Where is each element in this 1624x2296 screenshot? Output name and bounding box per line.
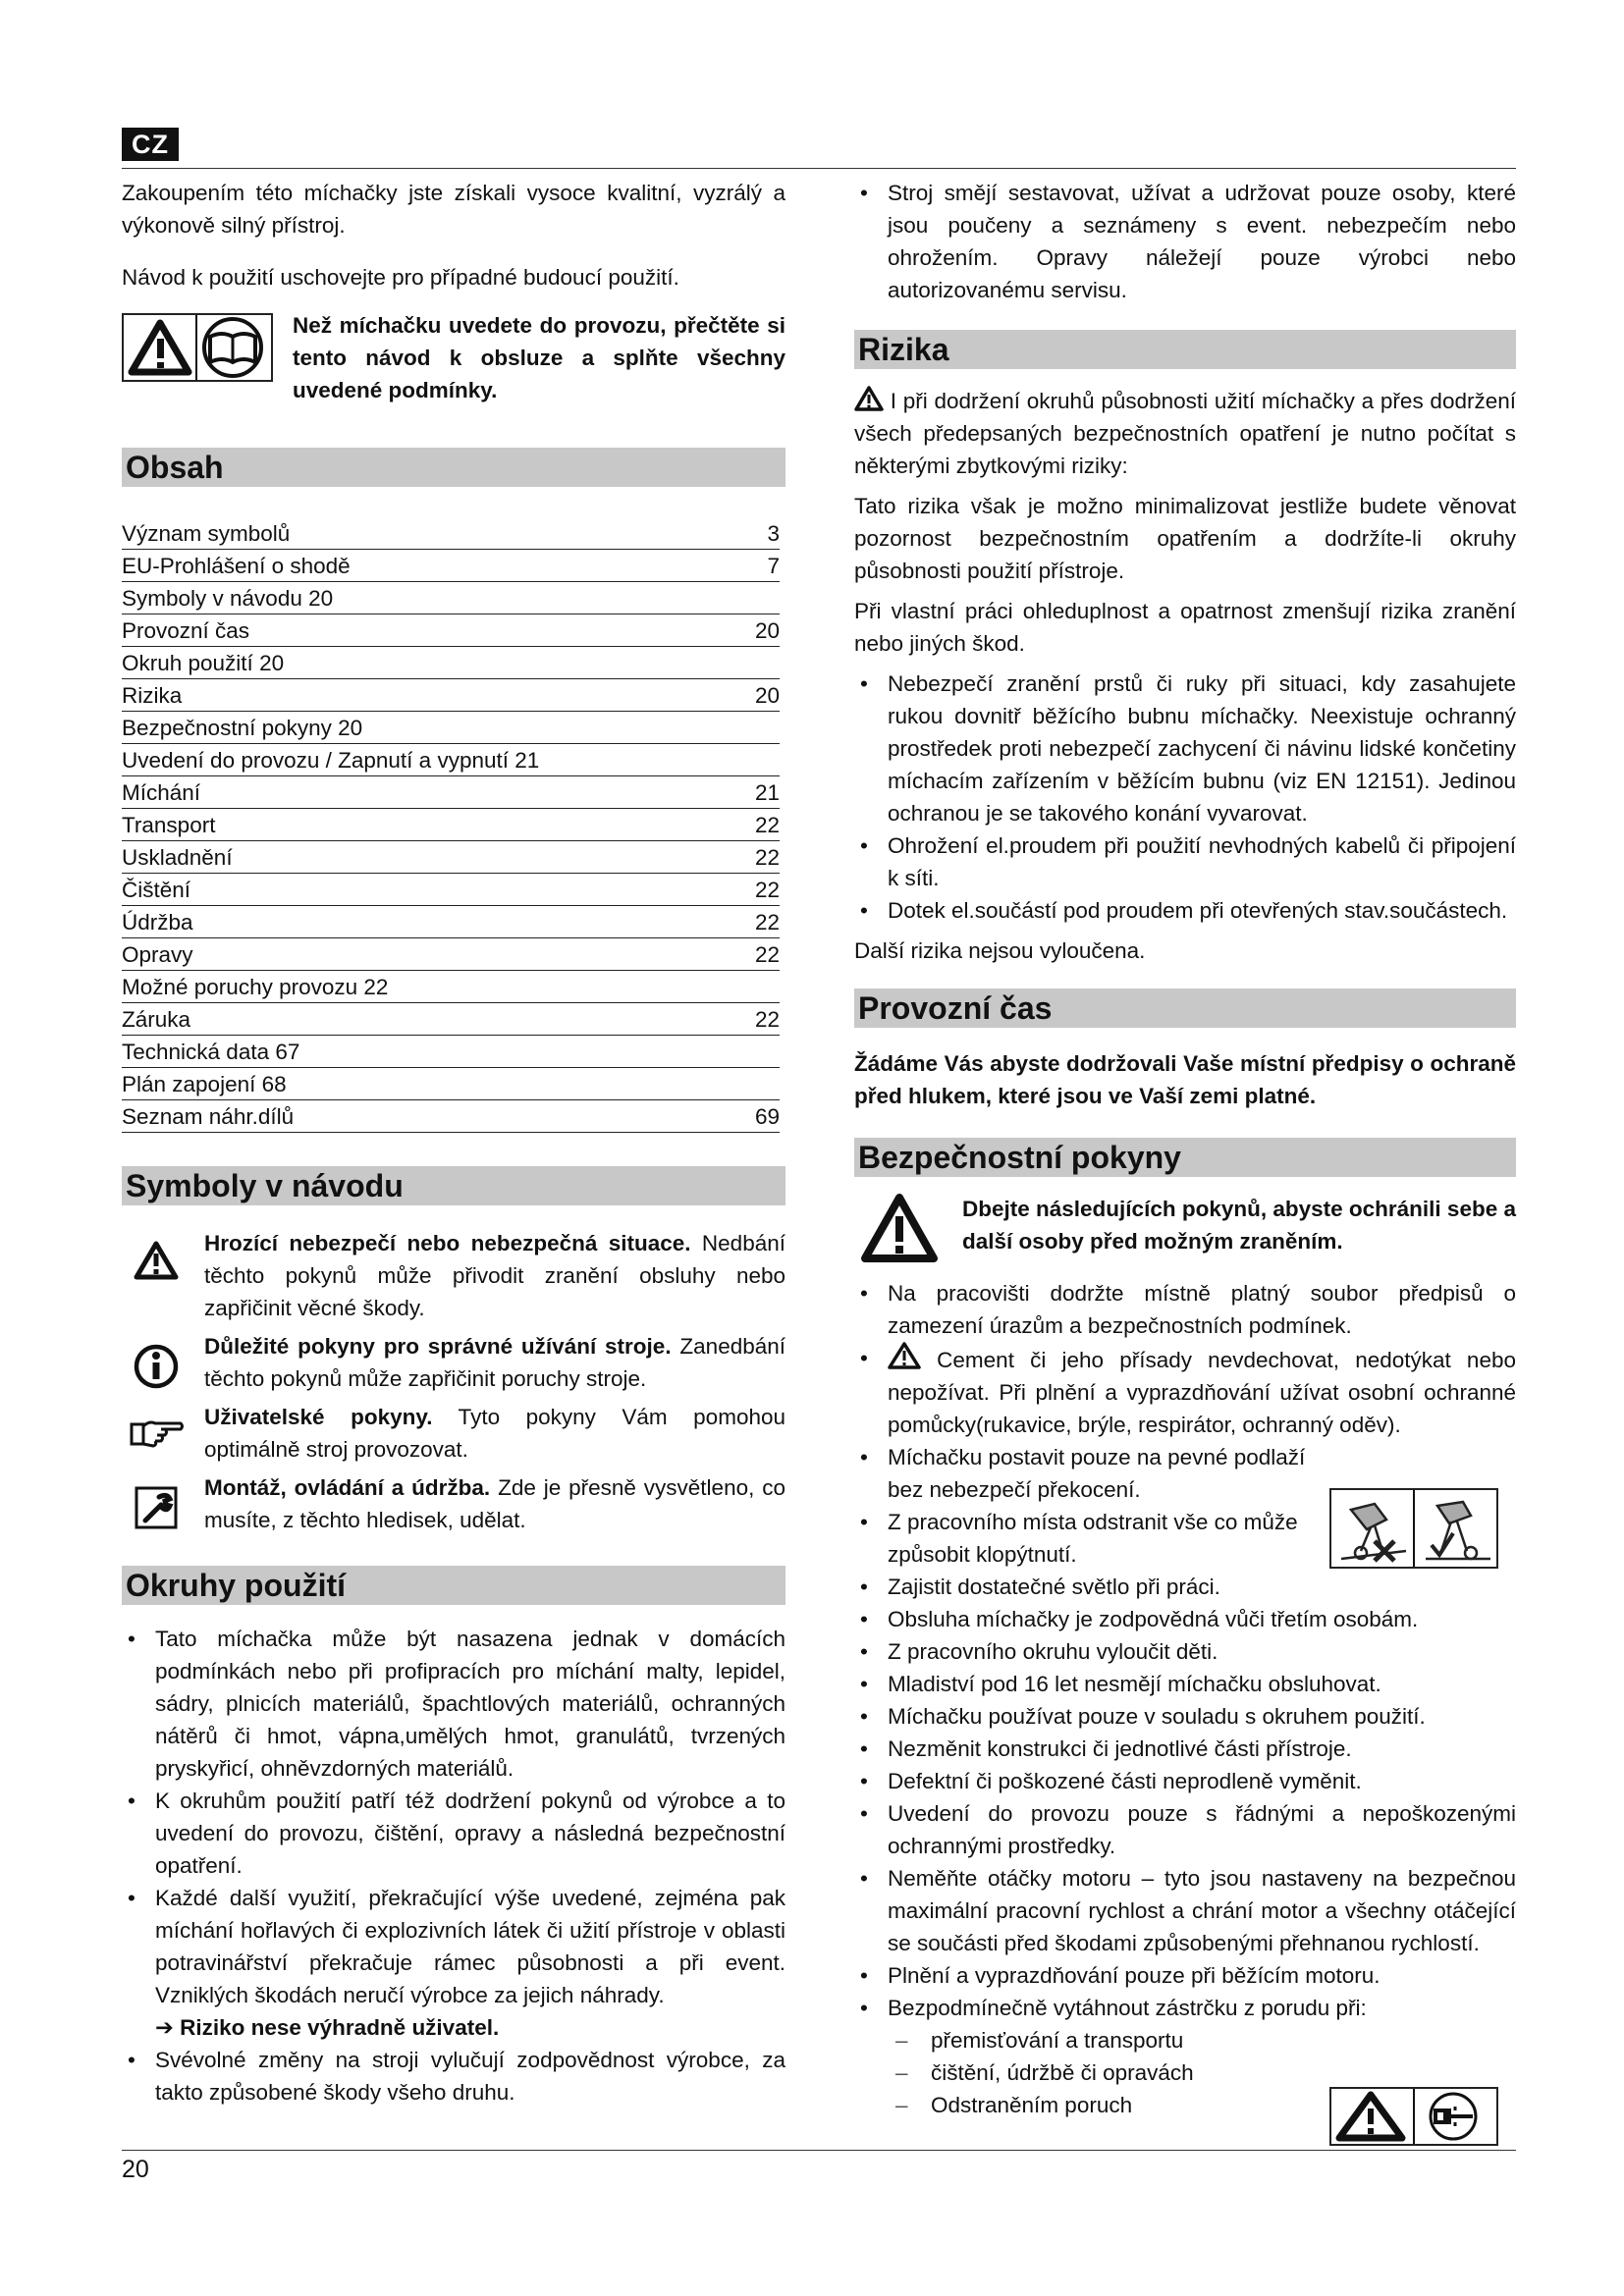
symbol-row — [122, 1471, 785, 1536]
wrench-icon — [122, 1471, 190, 1536]
table-of-contents — [122, 517, 780, 1133]
list-item: • Neměňte otáčky motoru – tyto jsou nastaveny na bezpečnou maximální pracovní rychlost a chrání motor a všechny otáčející se součásti před škodami způsobenými přehnanou rychlostí. — [854, 1862, 1516, 1959]
toc-label: Plán zapojení 68 — [122, 1072, 287, 1096]
safety-intro-block — [854, 1193, 1516, 1263]
safety-list — [854, 1277, 1516, 2024]
list-item: • Ohrožení el.proudem při použití nevhodných kabelů či připojení k síti. — [854, 829, 1516, 894]
toc-page: 3 — [767, 521, 780, 546]
section-title-safety: Bezpečnostní pokyny — [854, 1138, 1516, 1177]
toc-page: 22 — [754, 845, 780, 870]
toc-label: Transport — [122, 813, 216, 837]
symbol-description: Uživatelské pokyny. Tyto pokyny Vám pomohou optimálně stroj provozovat. — [204, 1405, 785, 1462]
toc-row — [122, 906, 780, 938]
toc-row — [122, 1036, 780, 1068]
toc-row — [122, 614, 780, 647]
list-item: • Mladiství pod 16 let nesmějí míchačku obsluhovat. — [854, 1668, 1516, 1700]
list-item: • Bezpodmínečně vytáhnout zástrčku z porudu při: — [854, 1992, 1516, 2024]
list-item: • Uvedení do provozu pouze s řádnými a nepoškozenými ochrannými prostředky. — [854, 1797, 1516, 1862]
info-icon — [122, 1330, 190, 1395]
risks-caution: Při vlastní práci ohleduplnost a opatrnost zmenšují rizika zranění nebo jiných škod. — [854, 599, 1516, 656]
toc-row — [122, 582, 780, 614]
risks-intro: I při dodržení okruhů působnosti užití míchačky a přes dodržení všech předepsaných bezpečnostních opatření je nutno počítat s některými zbytkovými riziky: — [854, 385, 1516, 482]
list-item: • Stroj smějí sestavovat, užívat a udržovat pouze osoby, které jsou poučeny a seznámeny s event. nebezpečím nebo ohrožením. Opravy náležejí pouze výrobci nebo autorizovanému servisu. — [854, 177, 1516, 306]
operating-time-text: Žádáme Vás abyste dodržovali Vaše místní předpisy o ochraně před hlukem, které jsou ve Vaší zemi platné. — [854, 1051, 1516, 1108]
symbol-row — [122, 1227, 785, 1324]
pointing-hand-icon — [122, 1401, 190, 1466]
toc-label: Provozní čas — [122, 618, 250, 643]
section-title-symbols: Symboly v návodu — [122, 1166, 785, 1205]
symbol-description: Hrozící nebezpečí nebo nebezpečná situace. Nedbání těchto pokynů může přivodit zranění obsluhy nebo zapřičinit věcné škody. — [204, 1231, 785, 1320]
toc-page: 22 — [754, 942, 780, 967]
toc-row — [122, 776, 780, 809]
usage-list-last — [122, 2044, 785, 2109]
toc-label: Opravy — [122, 942, 193, 967]
risks-end: Další rizika nejsou vyloučena. — [854, 938, 1146, 963]
page-number: 20 — [122, 2156, 149, 2183]
list-item: • Dotek el.součástí pod proudem při otevřených stav.součástech. — [854, 894, 1516, 927]
toc-row — [122, 1068, 780, 1100]
toc-row — [122, 938, 780, 971]
list-item: • Obsluha míchačky je zodpovědná vůči třetím osobám. — [854, 1603, 1516, 1635]
risks-minimize: Tato rizika však je možno minimalizovat jestliže budete věnovat pozornost bezpečnostním opatřením a dodržíte-li okruhy působnosti použití přístroje. — [854, 494, 1516, 583]
toc-label: Rizika — [122, 683, 183, 708]
intro-keep-manual: Návod k použití uschovejte pro případné budoucí použití. — [122, 265, 679, 290]
list-item: • Míchačku používat pouze v souladu s okruhem použití. — [854, 1700, 1516, 1733]
toc-label: Uskladnění — [122, 845, 233, 870]
symbol-row — [122, 1330, 785, 1395]
toc-label: Technická data 67 — [122, 1040, 300, 1064]
read-manual-warning — [122, 309, 785, 406]
toc-label: Uvedení do provozu / Zapnutí a vypnutí 21 — [122, 748, 540, 773]
list-item: • Cement či jeho přísady nevdechovat, nedotýkat nebo nepožívat. Při plnění a vyprazdňování užívat osobní ochranné pomůcky(rukavice, brýle, respirátor, ochranný oděv). — [854, 1342, 1516, 1441]
toc-row — [122, 517, 780, 550]
left-column — [122, 177, 785, 2109]
list-item: • Zajistit dostatečné světlo při práci. — [854, 1571, 1516, 1603]
list-item: • Z pracovního místa odstranit vše co může způsobit klopýtnutí. — [854, 1506, 1329, 1571]
symbols-list — [122, 1227, 785, 1536]
list-item: – čištění, údržbě či opravách — [888, 2056, 1516, 2089]
warning-triangle-icon — [122, 1227, 190, 1324]
mixer-placement-pictogram — [1329, 1488, 1498, 1569]
list-item: – Odstraněním poruch — [888, 2089, 1516, 2121]
right-column — [854, 177, 1516, 2121]
qualified-persons-list — [854, 177, 1516, 306]
symbol-description: Montáž, ovládání a údržba. Zde je přesně vysvětleno, co musíte, z těchto hledisek, udělat. — [204, 1475, 785, 1532]
toc-label: Seznam náhr.dílů — [122, 1104, 295, 1129]
toc-row — [122, 874, 780, 906]
toc-row — [122, 841, 780, 874]
usage-list — [122, 1623, 785, 2011]
toc-row — [122, 550, 780, 582]
list-item: • Míchačku postavit pouze na pevné podlaží bez nebezpečí překocení. — [854, 1441, 1329, 1506]
toc-label: Symboly v návodu 20 — [122, 586, 334, 611]
toc-row — [122, 744, 780, 776]
toc-row — [122, 647, 780, 679]
toc-label: EU-Prohlášení o shodě — [122, 554, 351, 578]
symbol-description: Důležité pokyny pro správné užívání stroje. Zanedbání těchto pokynů může zapřičinit poruchy stroje. — [204, 1334, 786, 1391]
list-item: – přemisťování a transportu — [888, 2024, 1516, 2056]
warning-triangle-icon — [854, 386, 884, 411]
symbol-row — [122, 1401, 785, 1466]
section-title-operating-time: Provozní čas — [854, 988, 1516, 1028]
toc-row — [122, 712, 780, 744]
intro-paragraph: Zakoupením této míchačky jste získali vysoce kvalitní, vyzrálý a výkonově silný přístroj. — [122, 181, 785, 238]
section-title-usage: Okruhy použití — [122, 1566, 785, 1605]
toc-label: Čištění — [122, 878, 191, 902]
toc-page: 69 — [754, 1104, 780, 1129]
list-item: • Plnění a vyprazdňování pouze při běžícím motoru. — [854, 1959, 1516, 1992]
toc-label: Údržba — [122, 910, 193, 934]
toc-label: Význam symbolů — [122, 521, 291, 546]
toc-label: Bezpečnostní pokyny 20 — [122, 716, 363, 740]
list-item: • Na pracovišti dodržte místně platný soubor předpisů o zamezení úrazům a bezpečnostních podmínek. — [854, 1277, 1516, 1342]
list-item: • Každé další využití, překračující výše uvedené, zejména pak míchání hořlavých či explozivních látek či užití přístroje v oblasti potravinářství překračuje rámec působnosti a při event. Vzniklých škodách neručí výrobce za jejich náhrady. — [122, 1882, 785, 2011]
toc-page: 22 — [754, 910, 780, 934]
toc-page: 21 — [754, 780, 780, 805]
toc-row — [122, 1100, 780, 1133]
safety-intro: Dbejte následujících pokynů, abyste ochránili sebe a další osoby před možným zraněním. — [962, 1197, 1516, 1254]
toc-label: Okruh použití 20 — [122, 651, 285, 675]
section-title-risks: Rizika — [854, 330, 1516, 369]
usage-risk-note: ➔ Riziko nese výhradně uživatel. — [155, 2015, 500, 2040]
toc-label: Záruka — [122, 1007, 191, 1032]
list-item: • Nezměnit konstrukci či jednotlivé části přístroje. — [854, 1733, 1516, 1765]
list-item: • Nebezpečí zranění prstů či ruky při situaci, kdy zasahujete rukou dovnitř běžícího bubnu míchačky. Neexistuje ochranný prostředek proti nebezpečí zachycení či návinu lidské končetiny míchacím zařízením v běžícím bubnu (viz EN 12151). Jedinou ochranou je se takového konání vyvarovat. — [854, 667, 1516, 829]
warning-triangle-icon — [888, 1342, 921, 1369]
section-title-contents: Obsah — [122, 448, 785, 487]
unplug-warning-pictogram — [1329, 2087, 1498, 2146]
list-item: • Defektní či poškozené části neprodleně vyměnit. — [854, 1765, 1516, 1797]
warning-triangle-icon — [860, 1193, 939, 1263]
toc-page: 20 — [754, 618, 780, 643]
toc-page: 22 — [754, 878, 780, 902]
list-item: • K okruhům použití patří též dodržení pokynů od výrobce a to uvedení do provozu, čištění, opravy a následná bezpečnostní opatření. — [122, 1785, 785, 1882]
list-item: • Tato míchačka může být nasazena jednak v domácích podmínkách nebo při profipracích pro míchání malty, lepidel, sádry, plnicích materiálů, špachtlových materiálů, ochranných nátěrů či hmot, vápna,umělých hmot, granulátů, tvrzených pryskyřicí, ohněvzdorných materiálů. — [122, 1623, 785, 1785]
toc-page: 7 — [767, 554, 780, 578]
toc-label: Možné poruchy provozu 22 — [122, 975, 389, 999]
header-rule — [122, 168, 1516, 169]
footer-rule — [122, 2150, 1516, 2151]
warning-and-manual-icon — [122, 313, 273, 382]
toc-page: 22 — [754, 1007, 780, 1032]
toc-row — [122, 809, 780, 841]
list-item: • Svévolné změny na stroji vylučují zodpovědnost výrobce, za takto způsobené škody všeho druhu. — [122, 2044, 785, 2109]
list-item: • Z pracovního okruhu vyloučit děti. — [854, 1635, 1516, 1668]
toc-row — [122, 971, 780, 1003]
toc-page: 22 — [754, 813, 780, 837]
risks-list — [854, 667, 1516, 927]
toc-label: Míchání — [122, 780, 201, 805]
toc-page: 20 — [754, 683, 780, 708]
warning-text: Než míchačku uvedete do provozu, přečtěte si tento návod k obsluze a splňte všechny uvedené podmínky. — [293, 313, 785, 402]
toc-row — [122, 1003, 780, 1036]
toc-row — [122, 679, 780, 712]
language-badge: CZ — [122, 128, 179, 161]
